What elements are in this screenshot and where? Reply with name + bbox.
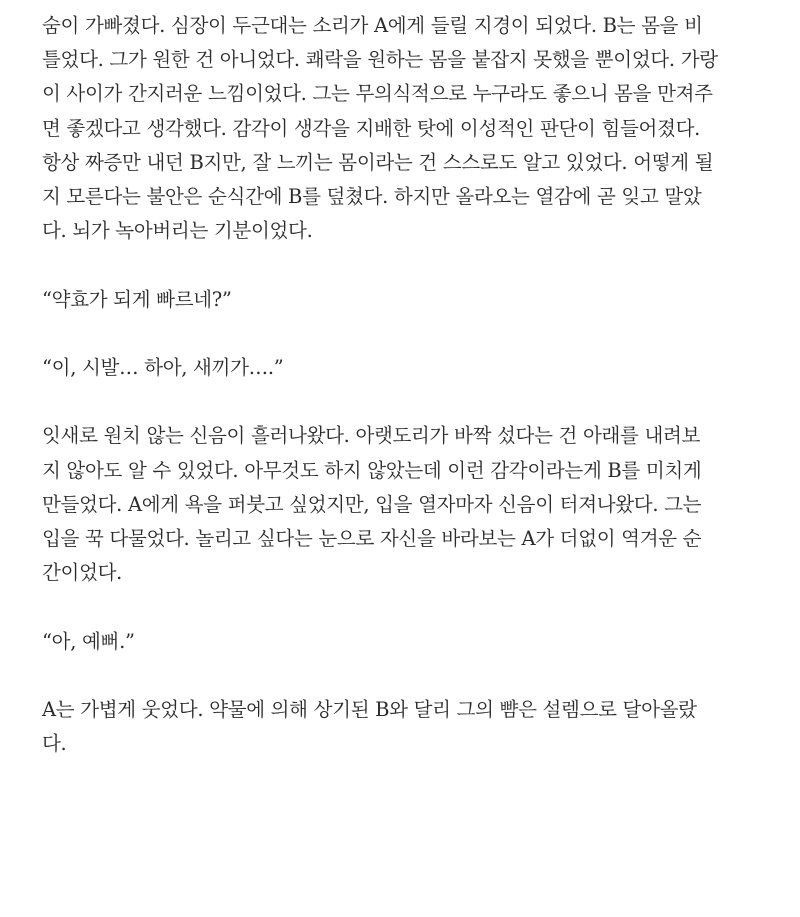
text-line: 틀었다. 그가 원한 건 아니었다. 쾌락을 원하는 몸을 붙잡지 못했을 뿐이었다. 가랑 [42,48,718,72]
text-line: 숨이 가빠졌다. 심장이 두근대는 소리가 A에게 들릴 지경이 되었다. B는 몸을 비 [42,14,703,37]
paragraph-narration-1 [42,9,758,248]
text-line: 입을 꾹 다물었다. 놀리고 싶다는 눈으로 자신을 바라보는 A가 더없이 역겨운 순 [42,527,702,550]
text-line: 이 사이가 간지러운 느낌이었다. 그는 무의식적으로 누구라도 좋으니 몸을 만져주 [42,82,713,106]
paragraph-spacer [42,590,758,624]
text-line: 면 좋겠다고 생각했다. 감각이 생각을 지배한 탓에 이성적인 판단이 힘들어졌다. [42,116,701,140]
paragraph-spacer [42,248,758,282]
text-line: 만들었다. A에게 욕을 퍼붓고 싶었지만, 입을 열자마자 신음이 터져나왔다. 그는 [42,492,702,516]
paragraph-narration-3 [42,693,758,761]
text-line: 지 모른다는 불안은 순식간에 B를 덮쳤다. 하지만 올라오는 열감에 곧 잊고 말았 [42,185,702,209]
text-line: 다. [42,732,67,756]
paragraph-spacer [42,317,758,351]
text-line: 지 않아도 알 수 있었다. 아무것도 하지 않았는데 이런 감각이라는게 B를 미치게 [42,458,702,482]
paragraph-dialogue-3 [42,625,758,659]
paragraph-narration-2 [42,419,758,590]
paragraph-dialogue-1 [42,283,758,317]
paragraph-dialogue-2 [42,351,758,385]
text-line: 간이었다. [42,561,123,585]
dialogue-line: “아, 예뻐.” [42,629,135,653]
text-line: 잇새로 원치 않는 신음이 흘러나왔다. 아랫도리가 바짝 섰다는 건 아래를 내려보 [42,424,701,448]
text-line: 항상 짜증만 내던 B지만, 잘 느끼는 몸이라는 건 스스로도 알고 있었다. 어떻게 될 [42,150,714,174]
dialogue-line: “약효가 되게 빠르네?” [42,287,232,311]
dialogue-line: “이, 시발… 하아, 새끼가….” [42,356,284,379]
text-line: A는 가볍게 웃었다. 약물에 의해 상기된 B와 달리 그의 뺨은 설렘으로 달아올랐 [42,697,697,721]
paragraph-spacer [42,659,758,693]
text-line: 다. 뇌가 녹아버리는 기분이었다. [42,219,313,243]
paragraph-spacer [42,385,758,419]
